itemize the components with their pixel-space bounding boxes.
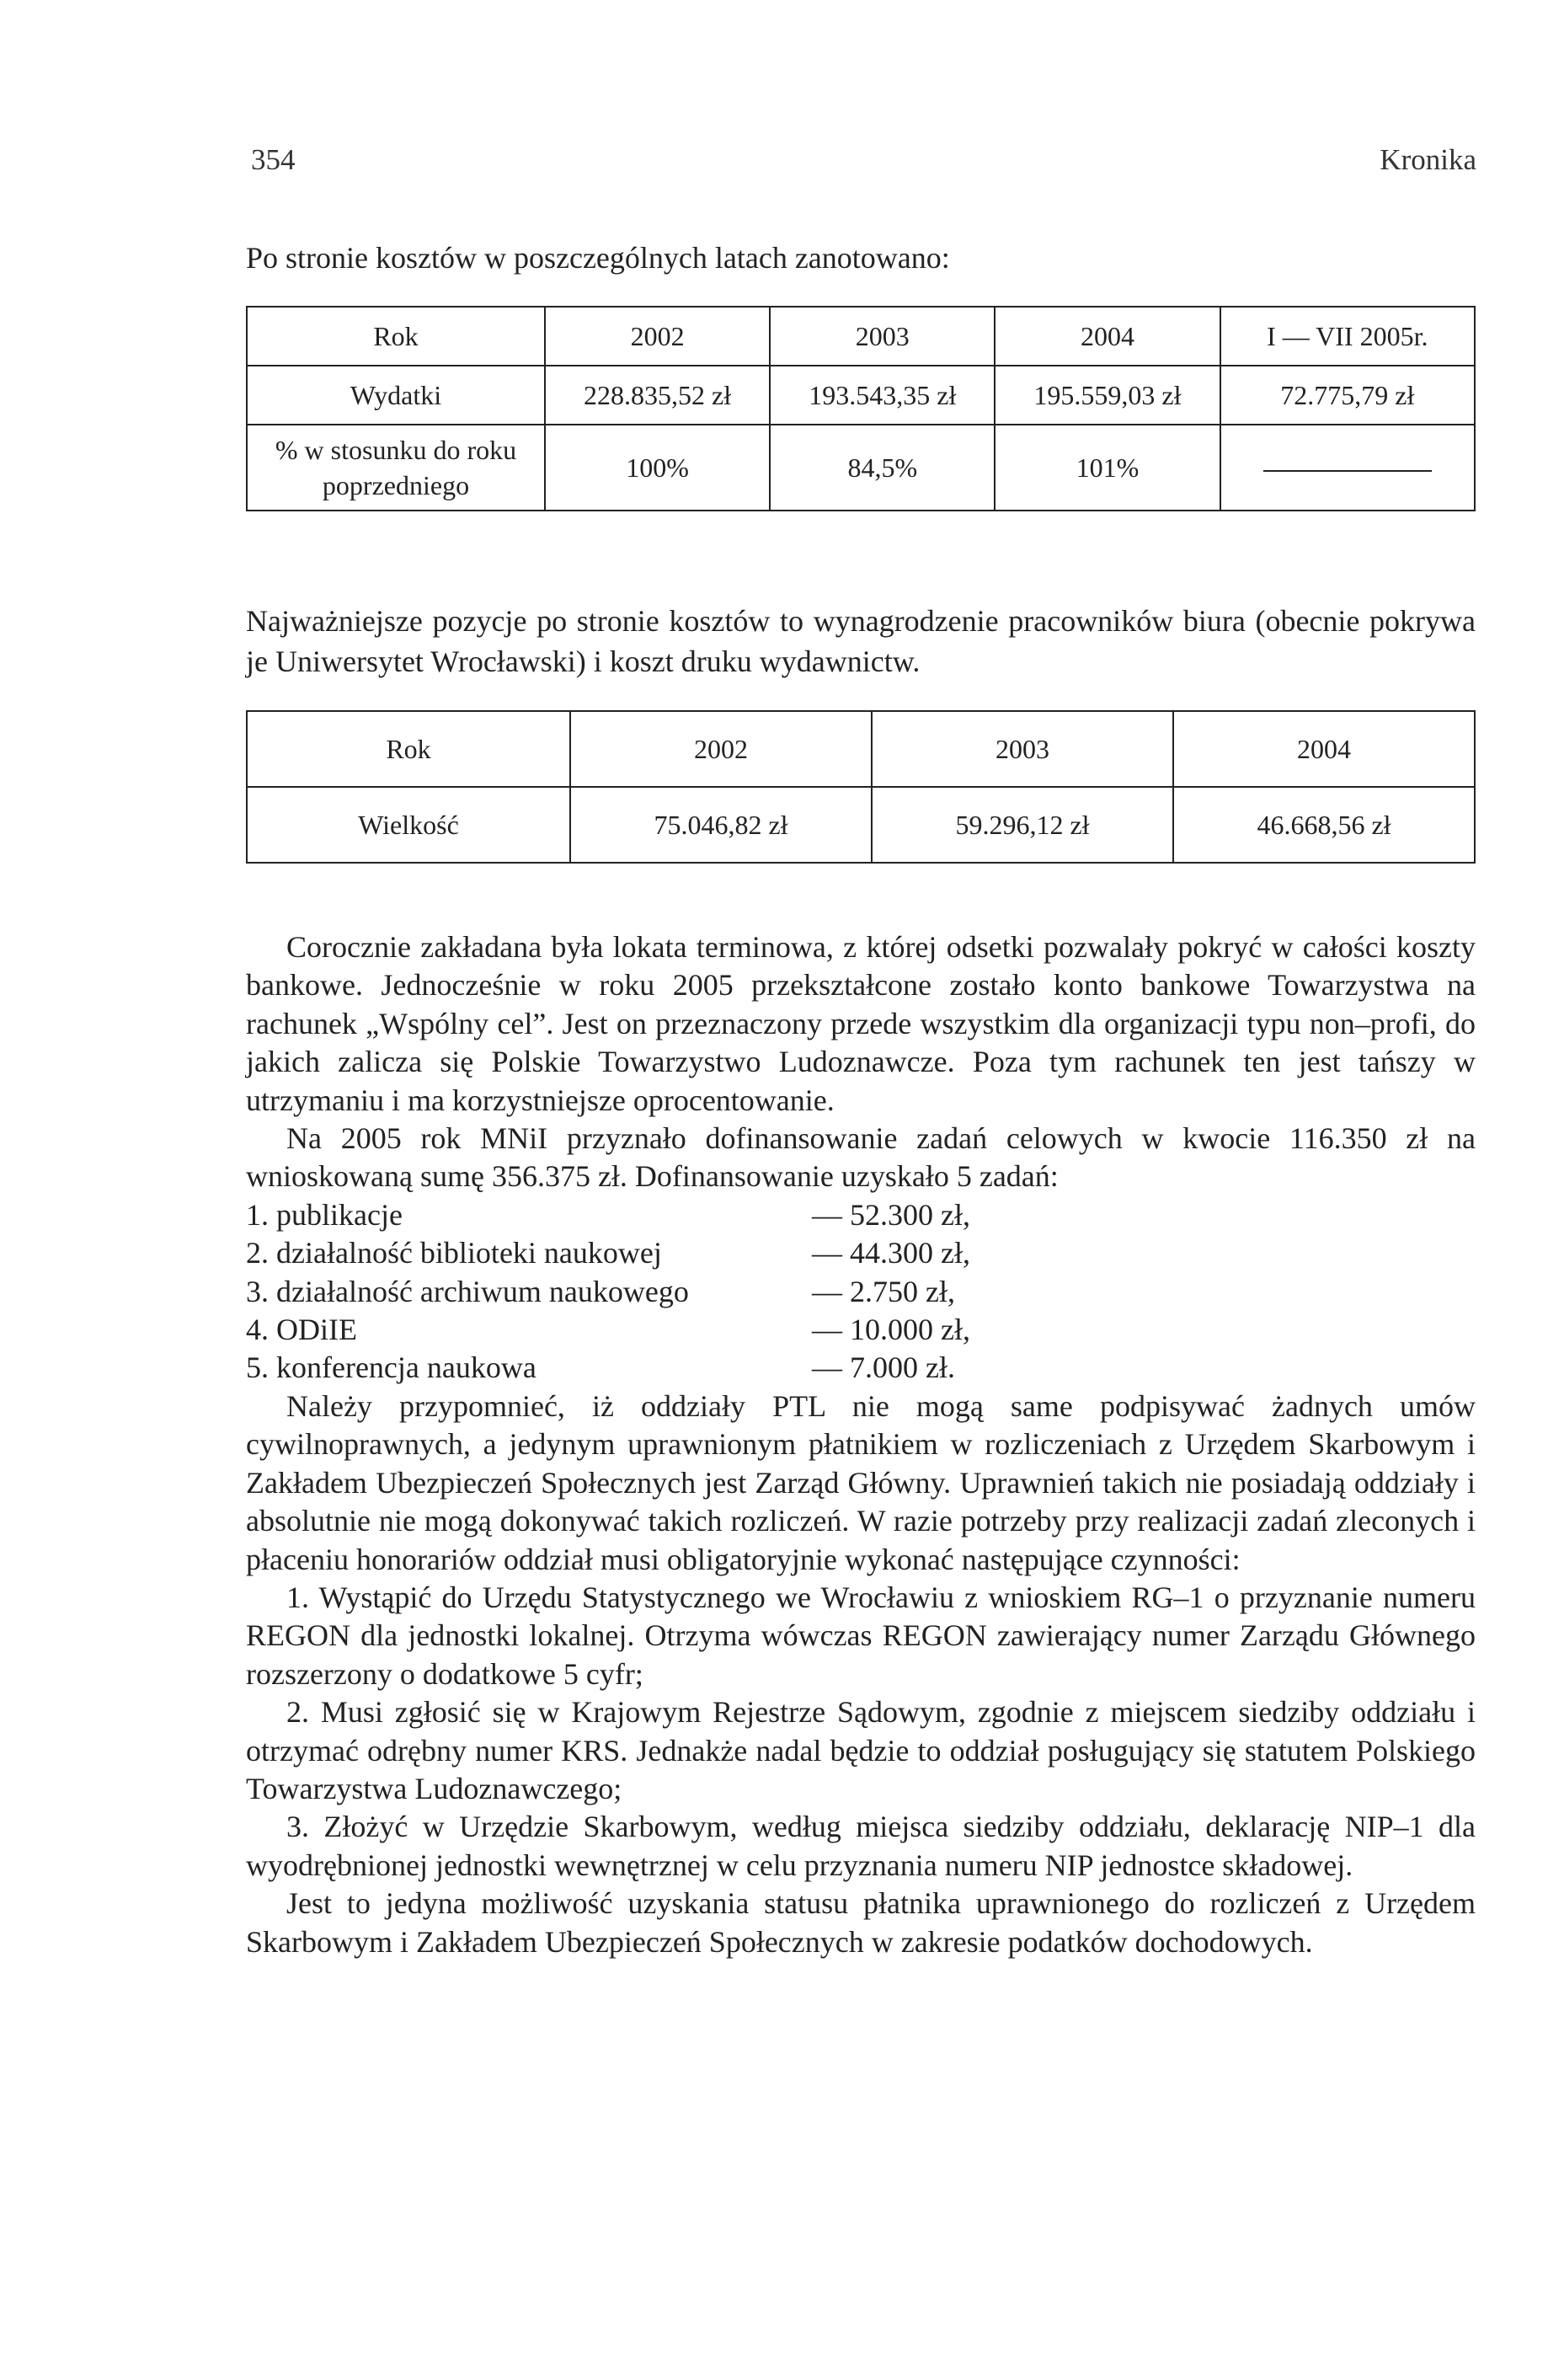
table-header-row	[247, 711, 1475, 787]
table-cell: 2004	[995, 307, 1220, 366]
task-amount: — 7.000 zł.	[812, 1350, 955, 1385]
table-cell: Wydatki	[247, 366, 545, 425]
list-item	[246, 1273, 1476, 1311]
table-row	[247, 366, 1475, 425]
step-item: 1. Wystąpić do Urzędu Statystycznego we Wrocławiu z wnioskiem RG–1 o przyznanie numeru REGON dla jednostki lokalnej. Otrzyma wówczas REGON zawierający numer Zarządu Głównego rozszerzony o dodatkowe 5 cyfr;	[246, 1580, 1476, 1691]
intro-text: Po stronie kosztów w poszczególnych latach zanotowano:	[246, 241, 950, 275]
task-name: 2. działalność biblioteki naukowej	[246, 1236, 662, 1270]
dash-line	[1263, 470, 1432, 472]
task-name: 1. publikacje	[246, 1197, 403, 1232]
table-cell: 2002	[570, 711, 872, 787]
task-amount: — 2.750 zł,	[812, 1274, 955, 1308]
task-name: 5. konferencja naukowa	[246, 1350, 536, 1385]
list-item	[246, 1311, 1476, 1349]
table-cell: 59.296,12 zł	[872, 787, 1173, 863]
table-cell: 193.543,35 zł	[770, 366, 995, 425]
step-item: 2. Musi zgłosić się w Krajowym Rejestrze Sądowym, zgodnie z miejscem siedziby oddziału i otrzymać odrębny numer KRS. Jednakże nadal będzie to oddział posługujący się statutem Polskiego Towarzystwa Ludoznawczego;	[246, 1695, 1476, 1805]
print-costs-table	[246, 710, 1476, 864]
table-cell: 101%	[995, 425, 1220, 511]
table-row	[247, 787, 1475, 863]
list-item	[246, 1196, 1476, 1234]
table-cell: Rok	[247, 307, 545, 366]
table-cell: 2003	[770, 307, 995, 366]
table-cell: 2003	[872, 711, 1173, 787]
body-text	[246, 928, 1476, 1961]
table-cell: 195.559,03 zł	[995, 366, 1220, 425]
table-cell: 2004	[1173, 711, 1475, 787]
table-cell: I — VII 2005r.	[1220, 307, 1475, 366]
task-name: 3. działalność archiwum naukowego	[246, 1274, 689, 1308]
page-number: 354	[251, 143, 296, 176]
expenses-table	[246, 306, 1476, 511]
table-cell: 46.668,56 zł	[1173, 787, 1475, 863]
table-cell: 72.775,79 zł	[1220, 366, 1475, 425]
running-header	[236, 143, 1476, 185]
table-cell: 75.046,82 zł	[570, 787, 872, 863]
paragraph-branches: Należy przypomnieć, iż oddziały PTL nie mogą same podpisywać żadnych umów cywilnoprawnych, a jedynym uprawnionym płatnikiem w rozliczeniach z Urzędem Skarbowym i Zakładem Ubezpieczeń Społecznych jest Zarząd Główny. Uprawnień takich nie posiadają oddziały i absolutnie nie mogą dokonywać takich rozliczeń. W razie potrzeby przy realizacji zadań zleconych i płaceniu honorariów oddział musi obligatoryjnie wykonać następujące czynności:	[246, 1388, 1476, 1576]
table-row	[247, 425, 1475, 511]
paragraph-deposit: Corocznie zakładana była lokata terminowa, z której odsetki pozwalały pokryć w całości koszty bankowe. Jednocześnie w roku 2005 przekształcone zostało konto bankowe Towarzystwa na rachunek „Wspólny cel”. Jest on przeznaczony przede wszystkim dla organizacji typu non–profi, do jakich zalicza się Polskie Towarzystwo Ludoznawcze. Poza tym rachunek ten jest tańszy w utrzymaniu i ma korzystniejsze oprocentowanie.	[246, 930, 1476, 1117]
task-amount: — 44.300 zł,	[812, 1236, 970, 1270]
paragraph-costs: Najważniejsze pozycje po stronie kosztów to wynagrodzenie pracowników biura (obecnie pokrywa je Uniwersytet Wrocławski) i koszt druku wydawnictw.	[246, 604, 1476, 678]
task-amount: — 10.000 zł,	[812, 1313, 970, 1347]
table-cell: Rok	[247, 711, 570, 787]
table-cell: % w stosunku do roku poprzedniego	[247, 425, 545, 511]
paragraph-final: Jest to jedyna możliwość uzyskania statusu płatnika uprawnionego do rozliczeń z Urzędem Skarbowym i Zakładem Ubezpieczeń Społecznych w zakresie podatków dochodowych.	[246, 1886, 1476, 1959]
step-item: 3. Złożyć w Urzędzie Skarbowym, według miejsca siedziby oddziału, deklarację NIP–1 dla wyodrębnionej jednostki wewnętrznej w celu przyznania numeru NIP jednostce składowej.	[246, 1810, 1476, 1882]
task-amount: — 52.300 zł,	[812, 1197, 970, 1232]
table-cell: 84,5%	[770, 425, 995, 511]
table-cell: 228.835,52 zł	[545, 366, 770, 425]
list-item	[246, 1234, 1476, 1272]
table-cell: 2002	[545, 307, 770, 366]
task-name: 4. ODiIE	[246, 1313, 357, 1347]
table-cell: Wielkość	[247, 787, 570, 863]
paragraph-funding: Na 2005 rok MNiI przyznało dofinansowanie zadań celowych w kwocie 116.350 zł na wnioskowaną sumę 356.375 zł. Dofinansowanie uzyskało 5 zadań:	[246, 1121, 1476, 1194]
running-title: Kronika	[1380, 143, 1476, 176]
table-cell: 100%	[545, 425, 770, 511]
funded-tasks-list	[246, 1196, 1476, 1388]
table-header-row	[247, 307, 1475, 366]
list-item	[246, 1349, 1476, 1387]
table-cell-dash	[1220, 425, 1475, 511]
